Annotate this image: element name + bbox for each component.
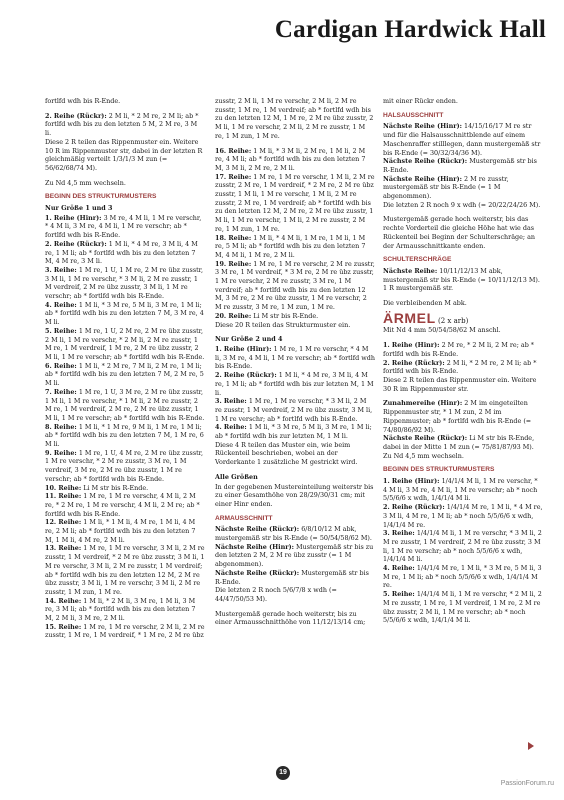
row-text: 1/4/1/4 M li, 1 M re verschr, * 4 M li, 3 M re, 4 M li, 1 M re verschr; ab * noch 5/5/6/6 x wdh, 1/4/1/4 M li.	[383, 477, 538, 503]
row-text: 1 M re, 1 U, 2 M re, 2 M re übz zusstr, 2 M li, 1 M re verschr, * 2 M li, 2 M re zusstr, 1 M re, 1 M verdreif, 1 M re, 2 M re übz zusstr, 2 M li, 1 M re verschr; ab * fortlfd wdh bis R-Ende.	[45, 326, 205, 361]
instruction-row	[215, 397, 375, 423]
instruction-row	[383, 359, 543, 376]
row-label: 1. Reihe (Hinr):	[383, 477, 440, 486]
instruction-row	[383, 590, 543, 625]
instruction-row	[215, 345, 375, 371]
section-heading: ARMAUSSCHNITT	[215, 514, 273, 522]
row-text: 1 M re, 1 M re verschr, 1 M li, 2 M re zusstr, 2 M re, 1 M verdreif, * 2 M re, 2 M re übz zusstr, 1 M li, 1 M re verschr, 1 M li, 2 M re zusstr, 2 M re, 1 M verdreif; ab * fortlfd wdh bis zu den letzten 12 M, 2 M re, 2 M re übz zusstr, 1 M li, 1 M re verschr, 1 M li, 2 M re zusstr, 2 M re, 1 M zun, 1 M re.	[215, 172, 375, 233]
row-text: Li M str bis R-Ende.	[81, 483, 149, 492]
row-label: 5. Reihe:	[45, 326, 77, 335]
row-label: 2. Reihe (Rückr):	[45, 111, 107, 120]
row-text: 1 M li, * 4 M li, 1 M re, 1 M li, 1 M re, 5 M li; ab * fortlfd wdh bis zu den letzten 7 M, 4 M li, 1 M re, 2 M li.	[215, 233, 366, 259]
instruction-row	[45, 544, 205, 596]
row-text: 1 M re, 1 U, 4 M re, 2 M re übz zusstr, 1 M re verschr, * 2 M re zusstr, 3 M re, 1 M verdreif, 3 M re, 2 M re übz zusstr, 1 M re verschr; ab * fortlfd wdh bis R-Ende.	[45, 448, 204, 483]
row-text: 1 M re, 1 M re verschr, * 3 M li, 2 M re zusstr, 1 M verdreif, 2 M re übz zusstr, 3 M li, 1 M re verschr; ab * fortlfd wdh bis R-Ende.	[215, 397, 373, 423]
instruction-row	[383, 477, 543, 503]
instruction-row	[383, 503, 543, 529]
row-label: Nächste Reihe (Rückr):	[215, 568, 300, 577]
row-label: 4. Reihe:	[45, 300, 77, 309]
column-left	[45, 97, 205, 640]
section-title-text: ÄRMEL	[383, 309, 436, 326]
row-text: Li M str bis R-Ende, dabei in der Mitte 1 M zun (= 75/81/87/93 M).	[383, 434, 535, 451]
paragraph: Zu Nd 4,5 mm wechseln.	[45, 178, 126, 187]
instruction-row	[45, 492, 205, 518]
instruction-row	[383, 399, 543, 434]
subsection-heading: Alle Größen	[215, 472, 258, 481]
paragraph: Mustergemäß gerade hoch weiterstr, bis das rechte Vorderteil die gleiche Höhe hat wie das Rückenteil bei Beginn der Schulterschräge; an der Armausschnittkante enden.	[383, 215, 535, 250]
row-text: 1 M li, * 3 M re, 5 M li, 3 M re, 1 M li; ab * fortlfd wdh bis zu den letzten 7 M, 3 M re, 4 M li.	[45, 300, 204, 327]
paragraph: zusstr, 2 M li, 1 M re verschr, 2 M li, 2 M re zusstr, 1 M re, 1 M verdreif; ab * fortlfd wdh bis zu den letzten 12 M, 1 M re, 2 M re übz zusstr, 2 M li, 1 M re verschr, 2 M li, 2 M re zusstr, 1 M re, 1 M zun, 1 M re.	[215, 97, 374, 140]
row-label: 6. Reihe:	[45, 361, 77, 370]
instruction-row	[45, 449, 205, 484]
row-label: 2. Reihe (Rückr):	[383, 503, 445, 512]
instruction-row	[383, 434, 543, 451]
row-text: 2 M li, * 2 M re, 2 M li; ab * fortlfd wdh bis R-Ende.	[383, 358, 537, 376]
page-title: Cardigan Hardwick Hall	[274, 16, 546, 43]
row-label: Nächste Reihe (Hinr):	[215, 542, 294, 551]
row-label: 8. Reihe:	[45, 422, 77, 431]
row-label: Zunahmereihe (Hinr):	[383, 399, 463, 408]
paragraph: fortlfd wdh bis R-Ende.	[45, 97, 121, 105]
row-label: 3. Reihe:	[383, 529, 415, 538]
instruction-row	[383, 175, 543, 201]
section-heading: HALSAUSSCHNITT	[383, 111, 444, 119]
subsection-heading: Nur Größe 2 und 4	[215, 335, 283, 344]
section-heading: BEGINN DES STRUKTURMUSTERS	[383, 466, 495, 474]
row-text: 1/4/1/4 M re, 1 M li, * 3 M re, 5 M li, 3 M re, 1 M li; ab * noch 5/5/6/6 x wdh, 1/4/1/4 M re.	[383, 564, 542, 590]
row-text: 10/11/12/13 M abk, mustergemäß str bis R-Ende (= 10/11/12/13 M).	[383, 266, 540, 284]
instruction-row	[383, 564, 543, 590]
row-label: 20. Reihe:	[215, 311, 252, 320]
instruction-row	[215, 312, 375, 321]
section-title-note: (2 x arb)	[435, 316, 469, 325]
instruction-row	[383, 122, 543, 157]
paragraph: Die letzten 2 R noch 5/6/7/8 x wdh (= 44/47/50/53 M).	[215, 586, 337, 603]
row-text: 6/8/10/12 M abk, mustergemäß str bis R-Ende (= 50/54/58/62 M).	[215, 525, 372, 543]
instruction-row	[45, 240, 205, 266]
paragraph: Diese 2 R teilen das Rippenmuster ein. Weitere 30 R im Rippenmuster str.	[383, 375, 537, 393]
row-label: Nächste Reihe (Hinr):	[383, 174, 462, 183]
paragraph: Diese 2 R teilen das Rippenmuster ein. Weitere 10 R im Rippenmuster str, dabei in der letzten R gleichmäßig verteilt 1/3/1/3 M zun (= 56/62/68/74 M).	[45, 137, 203, 172]
instruction-row	[45, 388, 205, 423]
row-label: 4. Reihe:	[383, 564, 415, 573]
row-label: 2. Reihe (Rückr):	[383, 358, 445, 367]
instruction-row	[215, 525, 375, 542]
instruction-row	[215, 147, 375, 173]
column-right	[383, 97, 543, 625]
instruction-row	[383, 341, 543, 358]
instruction-row	[383, 529, 543, 564]
instruction-row	[45, 214, 205, 240]
instruction-row	[45, 301, 205, 327]
row-label: 5. Reihe:	[383, 590, 415, 599]
row-text: 1 M li, * 4 M re, 3 M li, 4 M re, 1 M li; ab * fortlfd wdh bis zur letzten M, 1 M li.	[215, 371, 374, 397]
row-text: 2 M re, * 2 M li, 2 M re; ab * fortlfd wdh bis R-Ende.	[383, 341, 535, 358]
row-text: 1 M re, 1 M re verschr, * 4 M li, 3 M re, 4 M li, 1 M re verschr; ab * fortlfd wdh bis R-Ende.	[215, 344, 375, 371]
row-text: 2 M re zusstr, mustergemäß str bis R-Ende (= 1 M abgenommen).	[383, 174, 509, 201]
continue-arrow-icon	[528, 742, 534, 750]
paragraph: Die verbleibenden M abk.	[383, 299, 467, 308]
row-text: 1 M li, * 3 M li, 2 M re, 1 M li, 2 M re, 4 M li; ab * fortlfd wdh bis zu den letzten 7 M, 3 M li, 2 M re, 2 M li.	[215, 146, 366, 172]
row-text: 1/4/1/4 M re, 1 M li, * 4 M re, 3 M li, 4 M re, 1 M li; ab * noch 5/5/6/6 x wdh, 1/4/1/4 M re.	[383, 503, 543, 529]
row-label: 9. Reihe:	[45, 448, 77, 457]
row-label: 1. Reihe (Hinr):	[45, 213, 102, 222]
row-label: 11. Reihe:	[45, 492, 82, 501]
row-text: 1 M li, * 1 M li, 4 M re, 1 M li, 4 M re, 2 M li; ab * fortlfd wdh bis zu den letzten 7 M, 1 M li, 4 M re, 2 M li.	[45, 518, 196, 544]
row-label: 1. Reihe (Hinr):	[215, 344, 272, 353]
page-number: 19	[276, 766, 290, 780]
paragraph: Mit Nd 4 mm 50/54/58/62 M anschl.	[383, 326, 501, 335]
section-heading: SCHULTERSCHRÄGE	[383, 256, 452, 264]
row-label: 13. Reihe:	[45, 544, 82, 553]
instruction-row	[215, 423, 375, 440]
instruction-row	[215, 234, 375, 260]
row-text: 1 M re, 1 M re verschr, 2 M li, 2 M re zusstr, 1 M re, 1 M verdreif, * 1 M re, 2 M re übz	[45, 622, 205, 640]
paragraph: mit einer Rückr enden.	[383, 97, 458, 105]
row-label: 10. Reihe:	[45, 483, 82, 492]
row-label: 19. Reihe:	[215, 259, 252, 268]
paragraph: Die letzten 2 R noch 9 x wdh (= 20/22/24/26 M).	[383, 200, 541, 209]
row-label: 12. Reihe:	[45, 518, 82, 527]
row-text: 1 M re, 1 M re verschr, 3 M li, 2 M re zusstr, 1 M verdreif, * 2 M re übz zusstr, 3 M li, 1 M re verschr, 3 M li, 2 M re zusstr, 1 M verdreif; ab * fortlfd wdh bis zu den letzten 12 M, 2 M re übz zusstr, 3 M li, 1 M re verschr, 3 M li, 2 M re zusstr, 1 M zun, 1 M re.	[45, 544, 205, 596]
instruction-row	[45, 423, 205, 449]
paragraph: Zu Nd 4,5 mm wechseln.	[383, 451, 464, 460]
row-text: 1 M re, 1 M re verschr, 4 M li, 2 M re, * 2 M re, 1 M re verschr, 4 M li, 2 M re; ab * fortlfd wdh bis R-Ende.	[45, 492, 200, 518]
row-label: 17. Reihe:	[215, 172, 252, 181]
row-label: 2. Reihe (Rückr):	[45, 239, 107, 248]
row-label: Nächste Reihe (Hinr):	[383, 122, 462, 131]
row-text: Mustergemäß str bis R-Ende.	[383, 157, 537, 174]
row-text: 1 M li, * 1 M re, 9 M li, 1 M re, 1 M li; ab * fortlfd wdh bis zu den letzten 7 M, 1 M re, 6 M li.	[45, 422, 204, 449]
instruction-row	[45, 266, 205, 301]
paragraph: In der gegebenen Mustereinteilung weiterstr bis zu einer Gesamthöhe von 28/29/30/31 cm; mit einer Hinr enden.	[215, 482, 374, 508]
row-text: 1 M re, 1 U, 1 M re, 2 M re übz zusstr, 3 M li, 1 M re verschr, * 3 M li, 2 M re zusstr, 1 M verdreif, 2 M re übz zusstr, 3 M li, 1 M re verschr; ab * fortlfd wdh bis R-Ende.	[45, 265, 204, 301]
paragraph: Diese 20 R teilen das Strukturmuster ein.	[215, 320, 351, 329]
paragraph: Diese 4 R teilen das Muster ein, wie beim Rückenteil beschrieben, wobei an der Vorderkante 1 zusätzliche M gestrickt wird.	[215, 440, 358, 467]
row-label: Nächste Reihe (Rückr):	[215, 525, 300, 534]
header	[0, 0, 564, 60]
row-text: 1 M li, * 2 M re, 7 M li, 2 M re, 1 M li; ab * fortlfd wdh bis zu den letzten 7 M, 2 M re, 5 M li.	[45, 361, 204, 388]
row-text: 1 M re, 1 U, 3 M re, 2 M re übz zusstr, 1 M li, 1 M re verschr, * 1 M li, 2 M re zusstr, 2 M re, 1 M verdreif, 2 M re, 2 M re übz zusstr, 1 M li, 1 M re verschr; ab * fortlfd wdh bis R-Ende.	[45, 387, 205, 422]
row-label: 18. Reihe:	[215, 233, 252, 242]
section-title	[383, 309, 543, 326]
row-text: 2 M li, * 2 M re, 2 M li; ab * fortlfd wdh bis zu den letzten 5 M, 2 M re, 3 M li.	[45, 111, 199, 138]
row-text: 1/4/1/4 M li, 1 M re verschr, * 3 M li, 2 M re zusstr, 1 M verdreif, 2 M re übz zusstr, 3 M li, 1 M re verschr; ab * noch 5/5/6/6 x wdh, 1/4/1/4 M li.	[383, 529, 542, 564]
instruction-row	[215, 260, 375, 312]
instruction-row	[45, 112, 205, 138]
row-label: Nächste Reihe:	[383, 266, 438, 275]
subsection-heading: Nur Größe 1 und 3	[45, 204, 113, 213]
section-heading: BEGINN DES STRUKTURMUSTERS	[45, 193, 157, 201]
row-text: 1 M re, 1 M re verschr, 2 M re zusstr, 3 M re, 1 M verdreif, * 3 M re, 2 M re übz zusstr, 1 M re verschr, 2 M re zusstr, 3 M re, 1 M verdreif; ab * fortlfd wdh bis zu den letzten 12 M, 3 M re, 2 M re übz zusstr, 1 M re verschr, 2 M re zusstr, 3 M re, 1 M zun, 1 M re.	[215, 259, 375, 312]
row-text: 2 M im eingeteilten Rippenmuster str, * 1 M zun, 2 M im Rippenmuster; ab * fortlfd wdh bis R-Ende (= 74/80/86/92 M).	[383, 399, 532, 434]
row-label: 3. Reihe:	[45, 265, 77, 274]
row-label: 16. Reihe:	[215, 146, 252, 155]
watermark: PassionForum.ru	[500, 780, 554, 787]
row-label: Nächste Reihe (Rückr):	[383, 157, 468, 166]
instruction-row	[45, 327, 205, 362]
paragraph: 1 R mustergemäß str.	[383, 284, 454, 293]
row-label: Nächste Reihe (Rückr):	[383, 434, 468, 443]
instruction-row	[383, 267, 543, 284]
row-text: 1 M li, * 4 M re, 3 M li, 4 M re, 1 M li; ab * fortlfd wdh bis zu den letzten 7 M, 4 M re, 3 M li.	[45, 239, 198, 266]
row-label: 4. Reihe:	[215, 423, 247, 432]
row-text: 3 M re, 4 M li, 1 M re verschr, * 4 M li, 3 M re, 4 M li, 1 M re verschr; ab * fortlfd wdh bis R-Ende.	[45, 213, 202, 240]
paragraph: Mustergemäß gerade hoch weiterstr, bis zu einer Armausschnitthöhe von 11/12/13/14 cm;	[215, 609, 366, 627]
instruction-row	[215, 543, 375, 569]
row-label: 14. Reihe:	[45, 596, 82, 605]
column-middle	[215, 97, 375, 633]
row-label: 1. Reihe (Hinr):	[383, 341, 440, 350]
row-text: Li M str bis R-Ende.	[251, 311, 319, 320]
row-text: Mustergemäß str bis zu den letzten 2 M, 2 M re übz zusstr (= 1 M abgenommen).	[215, 542, 374, 569]
row-text: 14/15/16/17 M re str und für die Halsausschnittblende auf einem Maschenraffer stilllegen, dann mustergemäß str bis R-Ende (= 30/32/34/36 M).	[383, 122, 541, 157]
row-label: 15. Reihe:	[45, 622, 82, 631]
instruction-row	[45, 362, 205, 388]
instruction-row	[45, 597, 205, 623]
row-label: 2. Reihe (Rückr):	[215, 371, 277, 380]
instruction-row	[215, 569, 375, 586]
instruction-row	[383, 157, 543, 174]
row-label: 3. Reihe:	[215, 397, 247, 406]
instruction-row	[45, 623, 205, 640]
row-text: Mustergemäß str bis R-Ende.	[215, 568, 369, 586]
instruction-row	[215, 371, 375, 397]
instruction-row	[215, 173, 375, 234]
instruction-row	[45, 484, 205, 493]
row-label: 7. Reihe:	[45, 387, 77, 396]
instruction-row	[45, 518, 205, 544]
row-text: 1 M li, * 3 M re, 5 M li, 3 M re, 1 M li; ab * fortlfd wdh bis zur letzten M, 1 M li.	[215, 423, 372, 441]
row-text: 1 M li, * 2 M li, 3 M re, 1 M li, 3 M re, 3 M li; ab * fortlfd wdh bis zu den letzten 7 M, 2 M li, 3 M re, 2 M li.	[45, 596, 196, 623]
row-text: 1/4/1/4 M li, 1 M re verschr, * 2 M li, 2 M re zusstr, 1 M re, 1 M verdreif, 1 M re, 2 M re übz zusstr, 2 M li, 1 M re verschr; ab * noch 5/5/6/6 x wdh, 1/4/1/4 M li.	[383, 590, 542, 625]
